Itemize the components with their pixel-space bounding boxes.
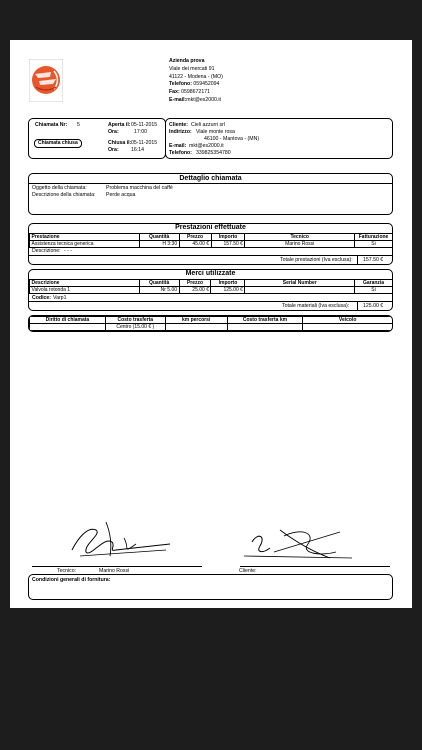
services-total-label: Totale prestazioni (Iva esclusa):: [280, 257, 353, 263]
travel-table: [29, 316, 393, 331]
terms-box: [28, 574, 393, 600]
table-row: [30, 324, 393, 331]
closed-time: 16:14: [131, 147, 144, 153]
services-box: [28, 223, 393, 265]
call-info-box: [28, 118, 166, 159]
travel-km: [165, 324, 227, 331]
travel-diritto: [30, 324, 106, 331]
opened-date: 05-11-2015: [131, 122, 158, 128]
goods-code-label: Codice:: [32, 295, 52, 301]
opened-time: 17:00: [134, 129, 147, 135]
company-email: mkt@es2000.it: [186, 96, 221, 103]
technician-signature-line: [32, 566, 202, 567]
goods-col-importo: Importo: [211, 280, 245, 287]
travel-col-costo-km: Costo trasferta km: [227, 317, 303, 324]
travel-veicolo: [303, 324, 393, 331]
client-address-label: Indirizzo:: [169, 129, 192, 135]
client-city: 46100 - Mantova - (MN): [204, 136, 260, 142]
client-address: Viale monte rosa: [196, 129, 235, 135]
subject-value: Problema macchina del caffè: [106, 185, 173, 191]
goods-amount: 125.00 €: [211, 287, 245, 294]
goods-code: Varp1: [53, 295, 67, 301]
goods-box: [28, 269, 393, 311]
description-value: Perde acqua: [106, 192, 136, 198]
client-email: mkt@es2000.it: [189, 143, 224, 149]
goods-col-garanzia: Garanzia: [355, 280, 393, 287]
company-phone-label: Telefono:: [169, 81, 192, 88]
client-email-label: E-mail:: [169, 143, 187, 149]
goods-price: 25.00 €: [179, 287, 211, 294]
services-table: [29, 233, 393, 248]
services-col-importo: Importo: [211, 234, 245, 241]
client-info-box: [165, 118, 393, 159]
travel-col-veicolo: Veicolo: [303, 317, 393, 324]
goods-qty: Nr 5.00: [139, 287, 179, 294]
client-signature-line: [240, 566, 390, 567]
service-name: Assistenza tecnica generica: [30, 241, 140, 248]
client-signature: [240, 522, 355, 564]
client-phone: 339825354780: [196, 150, 231, 156]
services-col-tecnico: Tecnico: [245, 234, 355, 241]
table-row: [30, 287, 393, 294]
company-email-label: E-mail:: [169, 96, 187, 103]
goods-warranty: Si: [355, 287, 393, 294]
company-fax: 0598672171: [181, 89, 210, 96]
document-page: [10, 40, 412, 608]
company-phone: 059452094: [193, 81, 220, 88]
company-address: Viale dei mercati 91: [169, 65, 215, 72]
goods-serial: [245, 287, 355, 294]
call-detail-title: Dettaglio chiamata: [179, 175, 242, 182]
goods-title: Merci utilizzate: [185, 270, 236, 277]
client-name: Cieli azzurri srl: [191, 122, 226, 128]
travel-col-diritto: Diritto di chiamata: [30, 317, 106, 324]
technician-name: Marino Rossi: [99, 568, 130, 574]
goods-total: 125.00 €: [363, 303, 384, 309]
travel-box: [28, 315, 393, 332]
service-amount: 157.50 €: [211, 241, 245, 248]
technician-label: Tecnico:: [57, 568, 77, 574]
service-billing: Si: [354, 241, 392, 248]
closed-time-label: Ora:: [108, 147, 119, 153]
service-technician: Marino Rossi: [245, 241, 355, 248]
call-number-label: Chiamata Nr:: [35, 122, 68, 128]
goods-col-serial: Serial Number: [245, 280, 355, 287]
terms-label: Condizioni generali di fornitura:: [32, 577, 111, 583]
goods-name: Valvola rotonda 1: [30, 287, 140, 294]
company-info: [169, 58, 223, 105]
goods-col-quantita: Quantità: [139, 280, 179, 287]
services-col-prestazione: Prestazione: [30, 234, 140, 241]
company-name: Azienda prova: [169, 58, 205, 64]
services-title: Prestazioni effettuate: [175, 224, 246, 231]
services-total: 157.50 €: [363, 257, 384, 263]
opened-time-label: Ora:: [108, 129, 119, 135]
closed-date: 05-11-2015: [131, 140, 158, 146]
travel-col-km: km percorsi: [165, 317, 227, 324]
company-logo: [29, 59, 63, 102]
client-phone-label: Telefono:: [169, 150, 192, 156]
services-col-quantita: Quantità: [139, 234, 179, 241]
closed-label: Chiusa il:: [108, 140, 132, 146]
service-price: 45.00 €: [179, 241, 211, 248]
travel-costo-km: [227, 324, 303, 331]
travel-costo: Centro (15.00 € ): [105, 324, 165, 331]
client-label: Cliente:: [169, 122, 189, 128]
description-label: Descrizione della chiamata:: [32, 192, 96, 198]
call-detail-box: [28, 173, 393, 215]
subject-label: Oggetto della chiamata:: [32, 185, 87, 191]
goods-col-prezzo: Prezzo: [179, 280, 211, 287]
company-fax-label: Fax:: [169, 89, 180, 96]
client-sign-label: Cliente:: [239, 568, 257, 574]
services-col-prezzo: Prezzo: [179, 234, 211, 241]
call-status-badge: Chiamata chiusa: [34, 139, 82, 148]
technician-signature: [66, 520, 176, 562]
services-col-fatturazione: Fatturazione: [354, 234, 392, 241]
service-qty: H 3:30: [139, 241, 179, 248]
services-desc-label: Descrizione:: [32, 248, 61, 254]
goods-col-descrizione: Descrizione: [30, 280, 140, 287]
services-desc-value: - - -: [64, 248, 73, 254]
table-row: [30, 241, 393, 248]
goods-total-label: Totale materiali (Iva esclusa):: [282, 303, 350, 309]
company-city: 41122 - Modena - (MO): [169, 73, 223, 80]
goods-table: [29, 279, 393, 294]
opened-label: Aperta il:: [108, 122, 131, 128]
call-number: 5: [77, 122, 80, 128]
travel-col-costo: Costo trasferta: [105, 317, 165, 324]
